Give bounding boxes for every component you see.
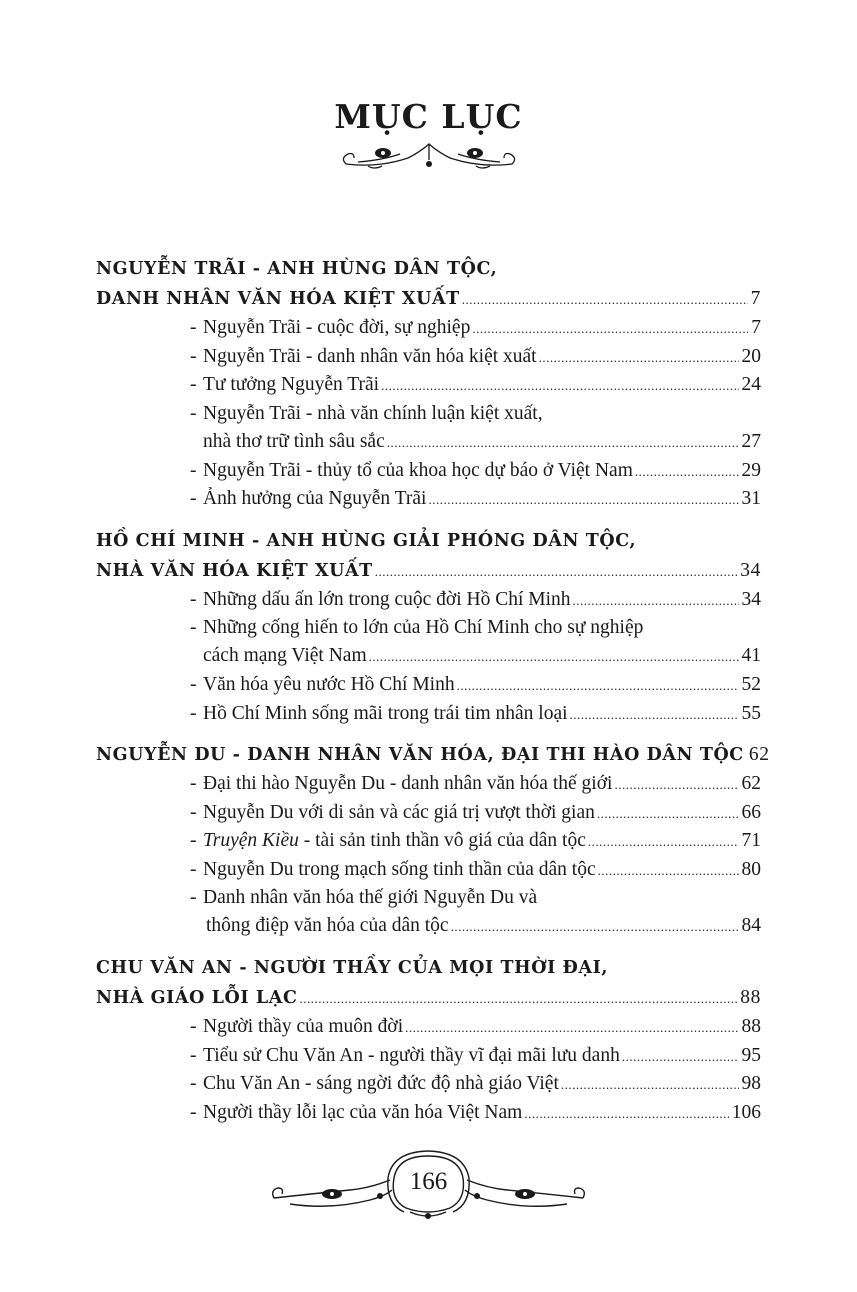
entry-text: - tài sản tinh thần vô giá của dân tộc <box>298 830 586 851</box>
dot-leader <box>614 770 738 800</box>
entry-text: Nguyễn Du trong mạch sống tinh thần của dân tộc <box>203 858 596 880</box>
entry-text: Chu Văn An - sáng ngời đức độ nhà giáo Việt <box>203 1073 559 1094</box>
page-ref: 71 <box>741 830 761 851</box>
entry-text: Ảnh hưởng của Nguyễn Trãi <box>203 488 427 509</box>
page-ref: 66 <box>741 801 761 823</box>
toc-chapter-row[interactable] <box>96 556 761 586</box>
page-ref: 62 <box>748 744 770 765</box>
dot-leader <box>375 556 738 587</box>
entry-text: Những cống hiến to lớn của Hồ Chí Minh cho sự nghiệp <box>203 617 644 638</box>
chapter-title: NGUYỄN DU - DANH NHÂN VĂN HÓA, ĐẠI THI HÀO DÂN TỘC <box>96 745 744 765</box>
entry-text: Tiểu sử Chu Văn An - người thầy vĩ đại mãi lưu danh <box>203 1044 620 1066</box>
toc-entry[interactable]: - Nguyễn Du trong mạch sống tinh thần của dân tộc ..... 80 <box>96 856 761 885</box>
dot-leader <box>462 284 748 315</box>
table-of-contents <box>96 254 770 1127</box>
entry-text: Nguyễn Trãi - thủy tổ của khoa học dự báo ở Việt Nam <box>203 459 633 481</box>
dot-leader <box>573 586 739 616</box>
dot-leader <box>451 911 739 942</box>
entry-text: Đại thi hào Nguyễn Du - danh nhân văn hóa thế giới <box>203 773 613 794</box>
entry-text: cách mạng Việt Nam <box>203 645 367 666</box>
entry-text: nhà thơ trữ tình sâu sắc <box>203 430 385 452</box>
toc-entry[interactable]: - Nguyễn Trãi - cuộc đời, sự nghiệp ..... 7 <box>96 314 761 343</box>
entry-text: Người thầy của muôn đời <box>203 1016 404 1037</box>
toc-entry[interactable]: - Ảnh hưởng của Nguyễn Trãi ..... 31 <box>96 485 761 514</box>
dot-leader <box>622 1042 739 1072</box>
toc-chapter-row[interactable] <box>96 284 761 314</box>
page-ref: 29 <box>741 459 761 481</box>
toc-entry[interactable]: - Người thầy lỗi lạc của văn hóa Việt Nam ..... 106 <box>96 1099 761 1128</box>
toc-entry[interactable]: - Chu Văn An - sáng ngời đức độ nhà giáo Việt ..... 98 <box>96 1070 761 1099</box>
chapter-title: DANH NHÂN VĂN HÓA KIỆT XUẤT <box>96 289 460 309</box>
chapter-title: NHÀ GIÁO LỖI LẠC <box>96 988 298 1008</box>
entry-text: thông điệp văn hóa của dân tộc <box>206 915 449 936</box>
page-ref: 34 <box>741 588 761 610</box>
toc-entry[interactable]: - Văn hóa yêu nước Hồ Chí Minh ..... 52 <box>96 671 761 700</box>
page-number: 166 <box>409 1168 448 1195</box>
toc-entry[interactable]: - Nguyễn Trãi - thủy tổ của khoa học dự báo ở Việt Nam ..... 29 <box>96 457 761 486</box>
entry-text: Nguyễn Trãi - danh nhân văn hóa kiệt xuất <box>203 345 537 367</box>
toc-entry[interactable]: - Tiểu sử Chu Văn An - người thầy vĩ đại mãi lưu danh ..... 95 <box>96 1042 761 1071</box>
dot-leader <box>428 485 738 515</box>
page-ref: 55 <box>741 702 761 724</box>
dot-leader <box>597 799 739 829</box>
dot-leader <box>524 1099 728 1129</box>
toc-chapter-row[interactable] <box>96 740 770 770</box>
chapter-title: NGUYỄN TRÃI - ANH HÙNG DÂN TỘC, <box>96 259 498 279</box>
page-ref: 31 <box>741 488 761 509</box>
toc-entry[interactable]: - Đại thi hào Nguyễn Du - danh nhân văn hóa thế giới ..... 62 <box>96 770 761 799</box>
dot-leader <box>598 856 739 886</box>
toc-entry[interactable]: - Nguyễn Du với di sản và các giá trị vượt thời gian ..... 66 <box>96 799 761 828</box>
toc-entry[interactable]: - Người thầy của muôn đời ..... 88 <box>96 1013 761 1042</box>
page-ref: 34 <box>740 559 761 581</box>
entry-text: Văn hóa yêu nước Hồ Chí Minh <box>203 674 455 695</box>
page-ref: 41 <box>741 645 761 666</box>
page-ref: 7 <box>751 317 761 338</box>
page-ref: 27 <box>741 430 761 452</box>
toc-entry-continuation[interactable] <box>96 641 761 671</box>
dot-leader <box>300 983 738 1014</box>
toc-entry[interactable]: - Tư tưởng Nguyễn Trãi ..... 24 <box>96 371 761 400</box>
page-title: MỤC LỤC <box>334 97 523 136</box>
chapter-title: HỒ CHÍ MINH - ANH HÙNG GIẢI PHÓNG DÂN TỘC, <box>96 530 637 551</box>
page-ref: 20 <box>741 345 761 367</box>
page-ref: 88 <box>741 1016 761 1037</box>
toc-chapter-row[interactable] <box>96 983 761 1013</box>
toc-entry[interactable]: - Những cống hiến to lớn của Hồ Chí Minh cho sự nghiệp <box>96 614 761 641</box>
chapter-title: CHU VĂN AN - NGƯỜI THẦY CỦA MỌI THỜI ĐẠI, <box>96 958 609 978</box>
dot-leader <box>588 827 739 857</box>
dot-leader <box>539 343 739 373</box>
dot-leader <box>635 457 739 487</box>
page-ref: 98 <box>741 1073 761 1094</box>
entry-text: Nguyễn Trãi - cuộc đời, sự nghiệp <box>203 317 471 338</box>
toc-entry[interactable]: - Truyện Kiều - tài sản tinh thần vô giá của dân tộc ..... 71 <box>96 827 761 856</box>
dot-leader <box>369 641 739 672</box>
entry-text: Nguyễn Trãi - nhà văn chính luận kiệt xuất, <box>203 402 543 424</box>
page-ref: 24 <box>741 374 761 395</box>
page-ref: 88 <box>740 987 761 1008</box>
dot-leader <box>472 314 748 344</box>
dot-leader <box>570 700 739 730</box>
toc-entry[interactable]: - Những dấu ấn lớn trong cuộc đời Hồ Chí Minh ..... 34 <box>96 586 761 615</box>
entry-text: Hồ Chí Minh sống mãi trong trái tim nhân loại <box>203 702 568 724</box>
entry-text: Những dấu ấn lớn trong cuộc đời Hồ Chí Minh <box>203 588 571 610</box>
entry-text: Nguyễn Du với di sản và các giá trị vượt thời gian <box>203 801 595 823</box>
dot-leader <box>457 671 739 701</box>
dot-leader <box>381 371 738 401</box>
chapter-title: NHÀ VĂN HÓA KIỆT XUẤT <box>96 560 373 581</box>
toc-entry[interactable]: - Hồ Chí Minh sống mãi trong trái tim nhân loại ..... 55 <box>96 700 761 729</box>
toc-entry-continuation[interactable] <box>96 427 761 457</box>
page-ref: 7 <box>750 288 761 309</box>
toc-entry[interactable]: - Nguyễn Trãi - danh nhân văn hóa kiệt xuất ..... 20 <box>96 343 761 372</box>
entry-text: Tư tưởng Nguyễn Trãi <box>203 374 380 395</box>
entry-text: Danh nhân văn hóa thế giới Nguyễn Du và <box>203 887 538 908</box>
page-ref: 80 <box>741 858 761 880</box>
page-ref: 95 <box>741 1044 761 1066</box>
entry-text-italic: Truyện Kiều <box>203 830 299 851</box>
dot-leader <box>387 427 739 458</box>
page-ref: 52 <box>741 674 761 695</box>
toc-entry[interactable]: - Danh nhân văn hóa thế giới Nguyễn Du và <box>96 884 761 911</box>
toc-entry-continuation[interactable] <box>96 911 761 941</box>
toc-entry[interactable]: - Nguyễn Trãi - nhà văn chính luận kiệt xuất, <box>96 400 761 427</box>
page-ref: 106 <box>731 1101 761 1123</box>
scroll-ornament-icon <box>338 140 520 174</box>
dot-leader <box>405 1013 738 1043</box>
page-ref: 84 <box>741 915 761 936</box>
entry-text: Người thầy lỗi lạc của văn hóa Việt Nam <box>203 1101 523 1123</box>
dot-leader <box>561 1070 739 1100</box>
page-ref: 62 <box>741 773 761 794</box>
